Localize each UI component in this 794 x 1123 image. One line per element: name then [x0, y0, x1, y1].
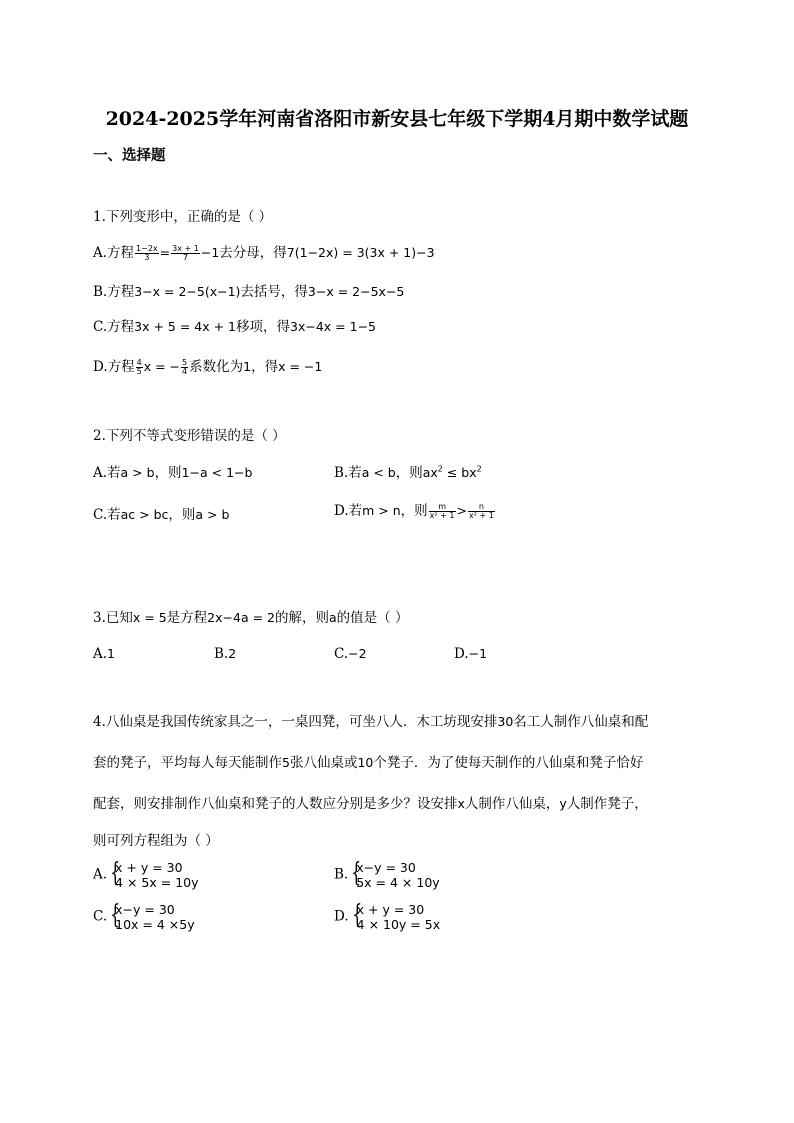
q1d-fraction-right: $\frac{5}{4}$ — [182, 358, 188, 376]
q3-stem: 3.已知x = 5是方程2x−4a = 2的解，则a的值是（ ） — [93, 610, 409, 626]
q3-option-c: C.−2 — [334, 646, 367, 662]
q4-option-a: A. { x + y = 30 4 × 5x = 10y — [93, 858, 199, 890]
q1a-label: A.方程 — [93, 245, 135, 261]
q2d-fraction-right: $\frac{n}{\text{x² + 1}}$ — [468, 502, 494, 520]
q4-stem-line-3: 配套，则安排制作八仙桌和凳子的人数应分别是多少？设安排x人制作八仙桌，y人制作凳子， — [93, 796, 648, 812]
q4-stem-line-4: 则可列方程组为（ ） — [93, 833, 219, 849]
equation-system: { x + y = 30 4 × 5x = 10y — [110, 858, 199, 890]
q1-option-d: D.方程 $\frac{4}{5}$ x = − $\frac{5}{4}$ 系数化为1，得x = −1 — [93, 358, 323, 376]
q2-option-c: C.若ac > bc，则a > b — [93, 507, 230, 523]
q3-option-b: B.2 — [214, 646, 237, 662]
q4-stem-line-2: 套的凳子，平均每人每天能制作5张八仙桌或10个凳子．为了使每天制作的八仙桌和凳子恰好 — [93, 755, 644, 771]
q2-option-b: B.若a < b，则$ax^2 \le bx^2$ — [334, 464, 482, 481]
q1-stem: 1.下列变形中，正确的是（ ） — [93, 209, 273, 225]
q2-stem: 2.下列不等式变形错误的是（ ） — [93, 428, 286, 444]
q4-stem-line-1: 4.八仙桌是我国传统家具之一，一桌四凳，可坐八人．木工坊现安排30名工人制作八仙桌和配 — [93, 714, 649, 730]
q2-option-a: A.若a > b，则1−a < 1−b — [93, 465, 253, 481]
equation-system: { x + y = 30 4 × 10y = 5x — [351, 900, 441, 932]
equation-system: { x−y = 30 5x = 4 × 10y — [351, 858, 440, 890]
equation-system: { x−y = 30 10x = 4 ×5y — [110, 900, 195, 932]
q3-option-d: D.−1 — [454, 646, 488, 662]
q2-option-d: D.若m > n，则 $\frac{m}{\text{x² + 1}}$ > $\frac{n}{\text{x² + 1}}$ — [334, 502, 494, 520]
q1a-fraction-right: $\frac{3x + 1}{7}$ — [172, 244, 199, 262]
q1d-fraction-left: $\frac{4}{5}$ — [136, 358, 142, 376]
q1-option-c: C.方程3x + 5 = 4x + 1移项，得3x−4x = 1−5 — [93, 319, 376, 335]
q3-option-a: A.1 — [93, 646, 115, 662]
q2d-fraction-left: $\frac{m}{\text{x² + 1}}$ — [429, 502, 455, 520]
q4-option-b: B. { x−y = 30 5x = 4 × 10y — [334, 858, 440, 890]
q1a-result: 7(1−2x) = 3(3x + 1)−3 — [286, 245, 435, 260]
q1-option-b: B.方程3−x = 2−5(x−1)去括号，得3−x = 2−5x−5 — [93, 284, 405, 300]
q4-option-c: C. { x−y = 30 10x = 4 ×5y — [93, 900, 195, 932]
q1a-fraction-left: $\frac{1-2x}{3}$ — [136, 244, 158, 262]
section-heading: 一、选择题 — [93, 147, 166, 164]
q1-option-a: A.方程 $\frac{1-2x}{3}$ = $\frac{3x + 1}{7}$ −1去分母，得7(1−2x) = 3(3x + 1)−3 — [93, 244, 435, 262]
document-title: 2024-2025学年河南省洛阳市新安县七年级下学期4月期中数学试题 — [105, 108, 689, 130]
q4-option-d: D. { x + y = 30 4 × 10y = 5x — [334, 900, 441, 932]
